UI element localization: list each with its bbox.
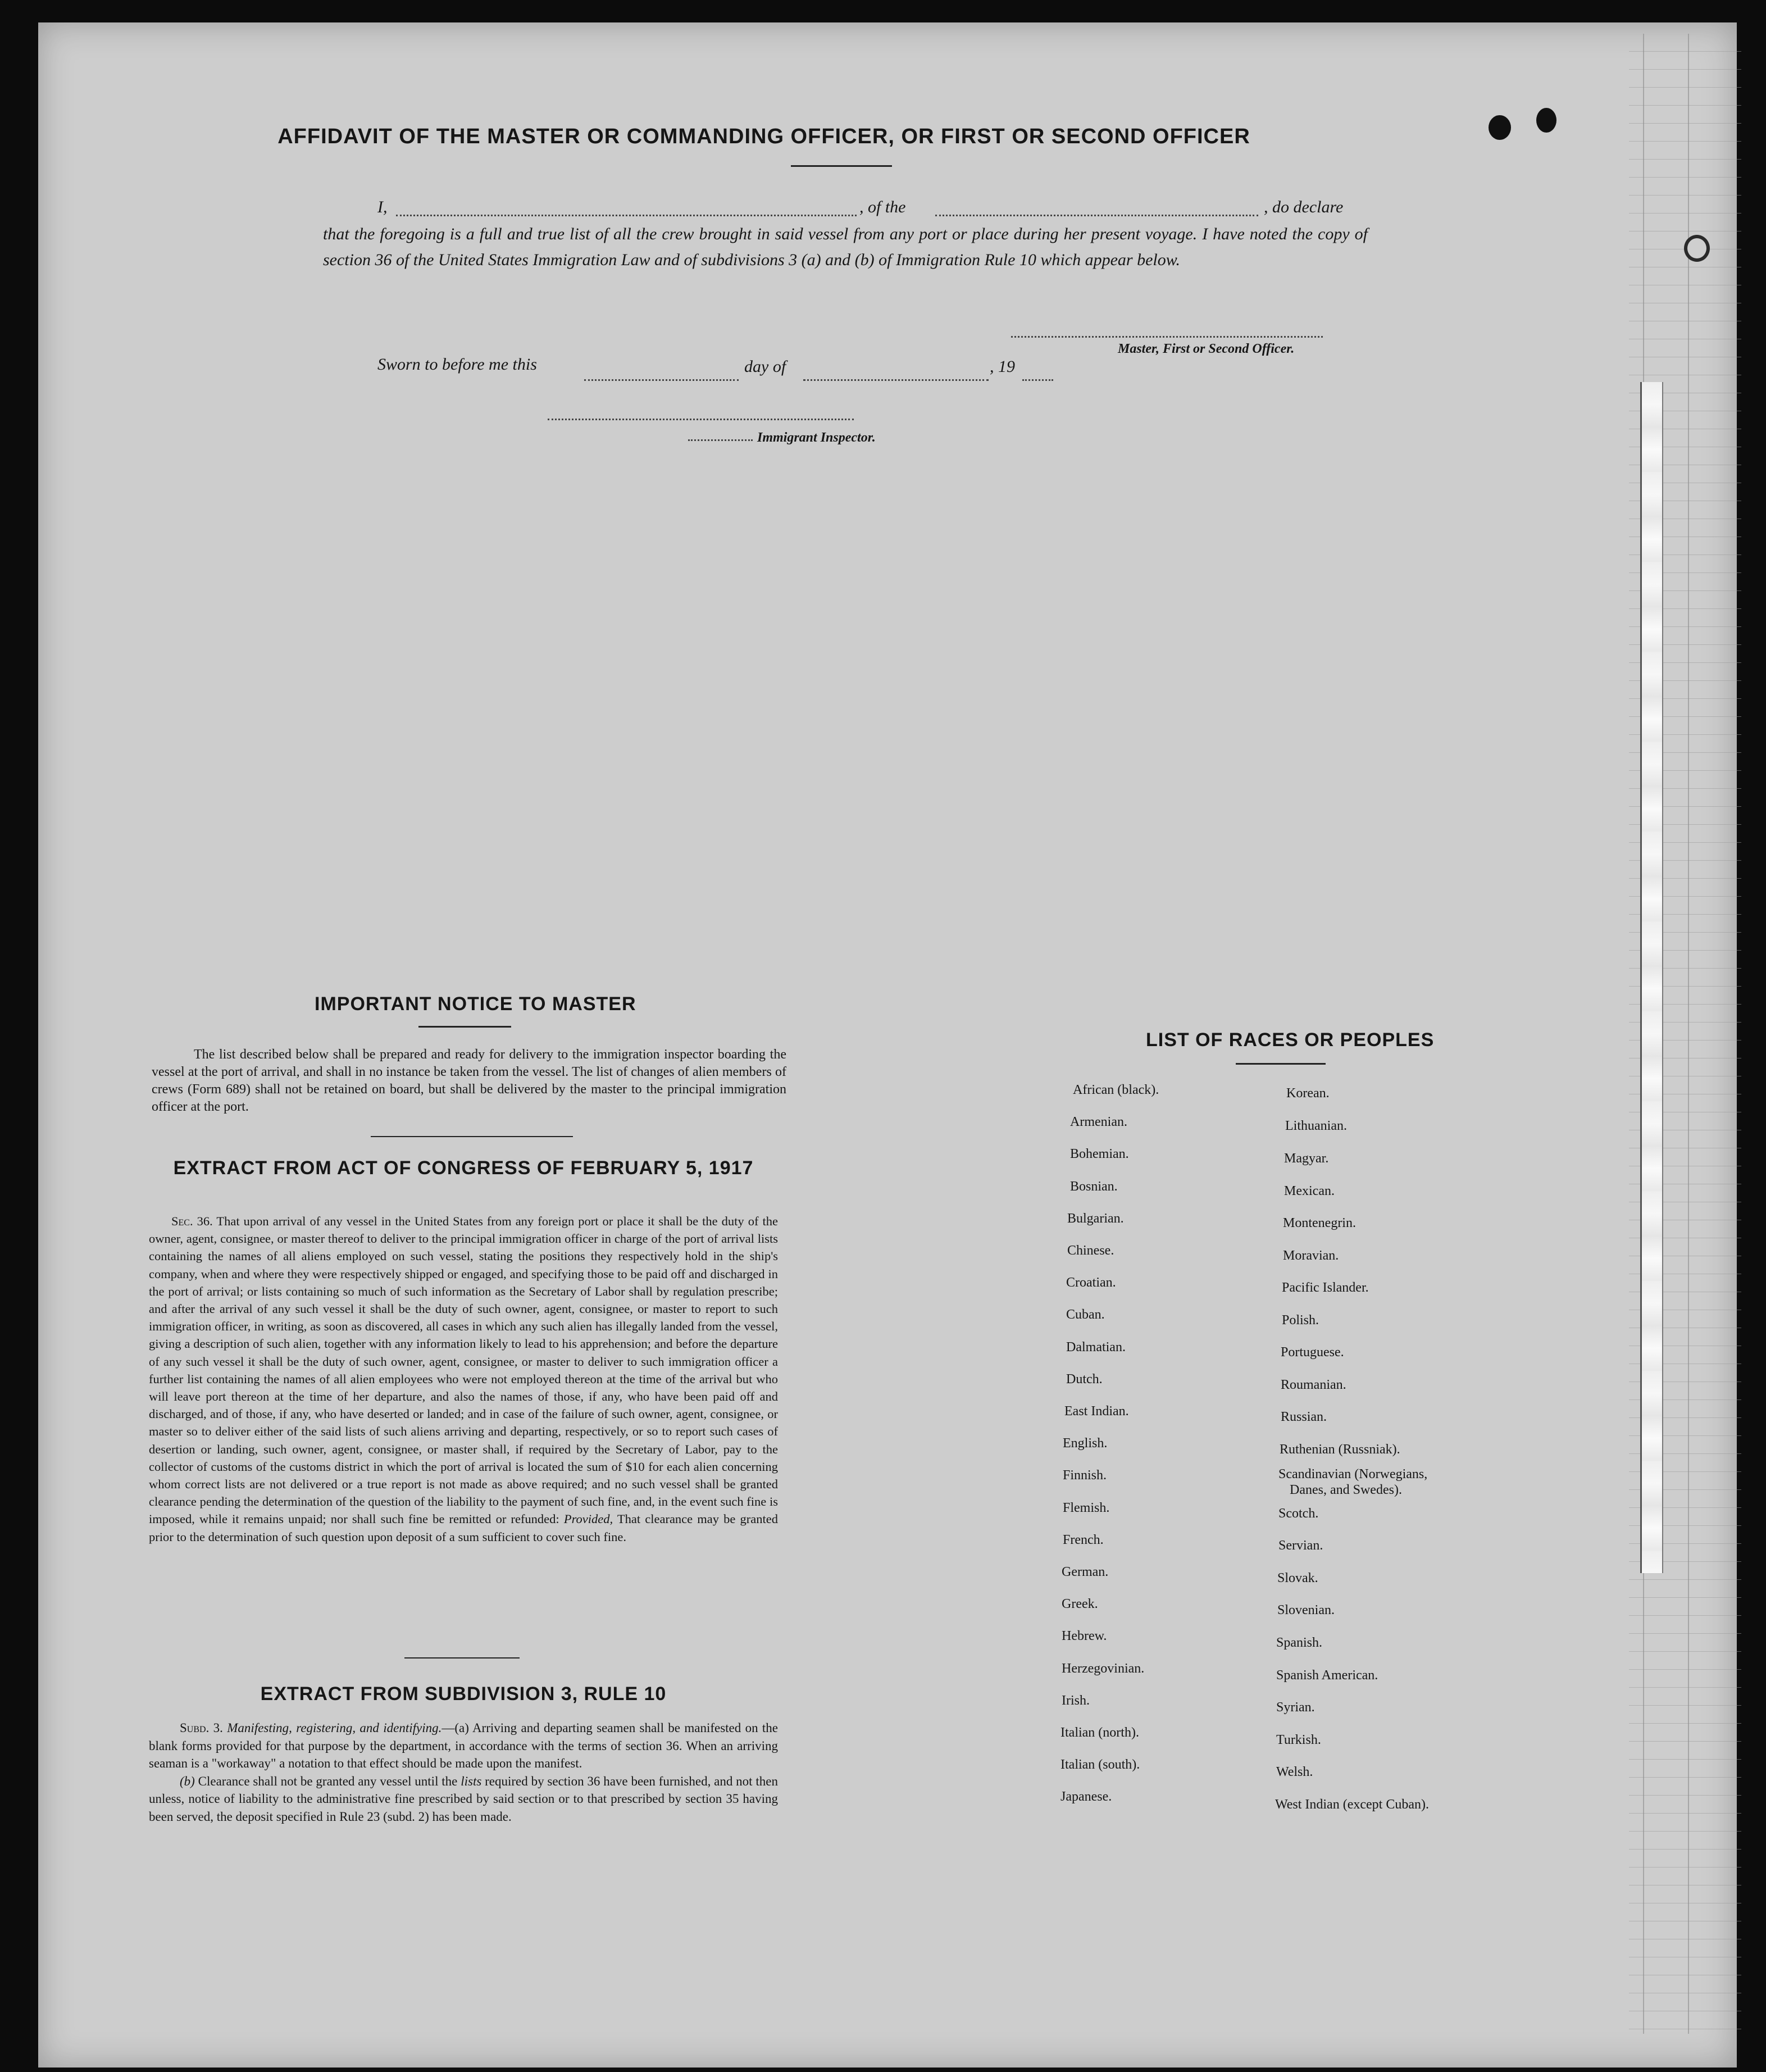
race-item: Turkish. <box>1276 1733 1321 1747</box>
affidavit-body: that the foregoing is a full and true list of all the crew brought in said vessel from any port or place during her present voyage. I have noted the copy of section 36 of the United States Immigration Law and of subdivisions 3 (a) and (b) of Immigration Rule 10 which appear below. <box>323 225 1368 269</box>
races-divider <box>1236 1063 1326 1065</box>
year-blank[interactable] <box>1022 379 1053 381</box>
sec-body: That upon arrival of any vessel in the United States from any foreign port or place it shall be the duty of the owner, agent, consignee, or master thereof to deliver to the principal immigration officer in charge of the port of arrival lists containing the names of all aliens employed on such vessel, stating the positions they respectively hold in the ship's company, when and where they were respectively shipped or engaged, and specifying those to be paid off and discharged in the port of arrival; or lists containing so much of such information as the Secretary of Labor shall by regulation prescribe; and after the arrival of any such vessel it shall be the duty of such owner, agent, consignee, or master to report to such immigration officer, in writing, as soon as discovered, all cases in which any such alien has illegally landed from the vessel, giving a description of such alien, together with any information likely to lead to his apprehension; and before the departure of any such vessel it shall be the duty of such owner, agent, consignee, or master to deliver to such immigration officer a further list containing the names of all alien employees who were not employed thereon at the time of the arrival but who will leave port thereon at the time of her departure, and also the names of those, if any, who have been paid off and discharged, and of those, if any, who have deserted or landed; and in case of the failure of such owner, agent, consignee, or master so to deliver either of the said lists of such aliens arriving and departing, respectively, or so to report such cases of desertion or landing, such owner, agent, consignee, or master shall, if required by the Secretary of Labor, pay to the collector of customs of the customs district in which the port of arrival is located the sum of $10 for each alien concerning whom correct lists are not delivered or a true report is not made as above required; and no such vessel shall be granted clearance pending the determination of the question of the liability to the payment of such fine, and, in the event such fine is imposed, while it remains unpaid; nor shall such fine be remitted or refunded: <box>149 1214 778 1526</box>
race-item: Pacific Islander. <box>1282 1280 1369 1295</box>
affidavit-i: I, <box>377 198 388 216</box>
race-item: Irish. <box>1062 1693 1090 1708</box>
race-item: Polish. <box>1282 1313 1319 1328</box>
subd-label: Subd. 3. <box>180 1721 223 1735</box>
inspector-prefix-dots <box>688 439 753 441</box>
section-divider <box>371 1136 573 1137</box>
affidavit-declare: , do declare <box>1264 198 1344 216</box>
race-item: Bulgarian. <box>1067 1211 1124 1226</box>
race-item: Ruthenian (Russniak). <box>1280 1442 1400 1457</box>
year-prefix: , 19 <box>990 357 1015 376</box>
race-item: Servian. <box>1278 1538 1323 1553</box>
race-item: Italian (south). <box>1060 1757 1140 1772</box>
race-item: Dutch. <box>1066 1372 1103 1387</box>
signature-label: Master, First or Second Officer. <box>1118 342 1295 356</box>
race-item: Hebrew. <box>1062 1629 1107 1643</box>
race-item: Cuban. <box>1066 1307 1105 1322</box>
ink-spot-icon <box>1489 115 1511 140</box>
race-item: East Indian. <box>1064 1404 1129 1419</box>
race-item: Welsh. <box>1276 1765 1313 1779</box>
race-item: German. <box>1062 1565 1109 1579</box>
race-item: Montenegrin. <box>1283 1216 1356 1230</box>
sworn-text: Sworn to before me this <box>377 355 537 374</box>
race-item: French. <box>1063 1533 1104 1547</box>
act-extract-title: EXTRACT FROM ACT OF CONGRESS OF FEBRUARY 5, 1917 <box>173 1157 754 1179</box>
race-item: Scotch. <box>1278 1506 1319 1521</box>
signature-blank[interactable] <box>1011 336 1323 338</box>
inspector-label: Immigrant Inspector. <box>757 430 876 445</box>
race-item: Japanese. <box>1060 1789 1112 1804</box>
races-title: LIST OF RACES OR PEOPLES <box>1146 1029 1435 1051</box>
notice-body: The list described below shall be prepared and ready for delivery to the immigration inspector boarding the vessel at the port of arrival, and shall in no instance be taken from the vessel. The list of changes of alien members of crews (Form 689) shall not be retained on board, but shall be delivered by the master to the principal immigration officer at the port. <box>152 1047 786 1114</box>
race-item: Slovenian. <box>1277 1603 1335 1617</box>
rule-extract-body <box>149 1719 778 1825</box>
para-a: —(a) Arriving and departing seamen shall be manifested on the blank forms provided for that purpose by the department, in accordance with the terms of section 36. When an arriving seaman is a "workaway" a notation to that effect should be made upon the manifest. <box>149 1721 779 1770</box>
para-b-1: Clearance shall not be granted any vessel until the <box>198 1774 458 1788</box>
race-item: English. <box>1063 1436 1108 1451</box>
race-item: Magyar. <box>1284 1151 1329 1166</box>
race-item: Korean. <box>1286 1086 1330 1101</box>
race-item: West Indian (except Cuban). <box>1275 1797 1429 1812</box>
affidavit-of-the: , of the <box>859 198 906 216</box>
provided-body: That clearance may be granted prior to the determination of such question upon deposit of a sum sufficient to cover such fine. <box>149 1512 779 1544</box>
day-of-text: day of <box>744 357 786 376</box>
race-item: Roumanian. <box>1281 1378 1346 1392</box>
affidavit-title: AFFIDAVIT OF THE MASTER OR COMMANDING OFFICER, OR FIRST OR SECOND OFFICER <box>277 125 1250 148</box>
name-blank[interactable] <box>396 215 857 216</box>
notice-divider <box>418 1026 511 1028</box>
grid-line <box>1688 34 1689 2034</box>
para-b-lists: lists <box>461 1774 482 1788</box>
rule-extract-title: EXTRACT FROM SUBDIVISION 3, RULE 10 <box>260 1683 667 1705</box>
month-blank[interactable] <box>803 379 989 381</box>
sec-label: Sec. 36. <box>171 1214 213 1228</box>
race-item: Russian. <box>1281 1410 1327 1424</box>
rule-para-a <box>149 1719 778 1773</box>
race-item: Greek. <box>1062 1597 1098 1611</box>
punch-hole-icon <box>1684 235 1710 262</box>
race-item: Croatian. <box>1066 1275 1116 1290</box>
race-item: Danes, and Swedes). <box>1290 1483 1402 1497</box>
race-item: Moravian. <box>1283 1248 1339 1263</box>
race-item: Bohemian. <box>1070 1147 1129 1161</box>
race-item: Syrian. <box>1276 1700 1315 1715</box>
rule-para-b <box>149 1773 778 1826</box>
race-item: Chinese. <box>1067 1243 1114 1258</box>
act-extract-body <box>149 1212 778 1546</box>
race-item: Armenian. <box>1070 1115 1127 1129</box>
day-blank[interactable] <box>584 379 739 381</box>
race-item: Lithuanian. <box>1285 1119 1347 1133</box>
inspector-signature-blank[interactable] <box>548 419 854 420</box>
race-item: Dalmatian. <box>1066 1340 1126 1355</box>
race-item: Mexican. <box>1284 1184 1335 1198</box>
race-item: Herzegovinian. <box>1062 1661 1145 1676</box>
race-item: Portuguese. <box>1281 1345 1344 1360</box>
race-item: African (black). <box>1073 1083 1159 1097</box>
provided-label: Provided, <box>563 1512 613 1526</box>
para-b-label: (b) <box>180 1774 195 1788</box>
race-item: Spanish. <box>1276 1635 1323 1650</box>
vessel-blank[interactable] <box>935 215 1258 216</box>
section-divider <box>404 1657 520 1658</box>
race-item: Bosnian. <box>1070 1179 1118 1194</box>
race-item: Slovak. <box>1277 1571 1318 1585</box>
subd-title: Manifesting, registering, and identifying. <box>227 1721 442 1735</box>
para-b-2: required by section 36 have been furnished, and not then unless, notice of liability to the administrative fine prescribed by said section or to that prescribed by section 35 having been served, the deposit specified in Rule 23 (subd. 2) has been made. <box>149 1774 779 1824</box>
race-item: Italian (north). <box>1060 1725 1139 1740</box>
title-divider <box>791 165 892 167</box>
ink-spot-icon <box>1536 108 1556 133</box>
race-item: Finnish. <box>1063 1468 1107 1483</box>
race-item: Spanish American. <box>1276 1668 1378 1683</box>
race-item: Scandinavian (Norwegians, <box>1278 1467 1428 1482</box>
notice-title: IMPORTANT NOTICE TO MASTER <box>315 993 636 1015</box>
race-item: Flemish. <box>1063 1501 1110 1515</box>
torn-paper-edge <box>1640 382 1663 1573</box>
